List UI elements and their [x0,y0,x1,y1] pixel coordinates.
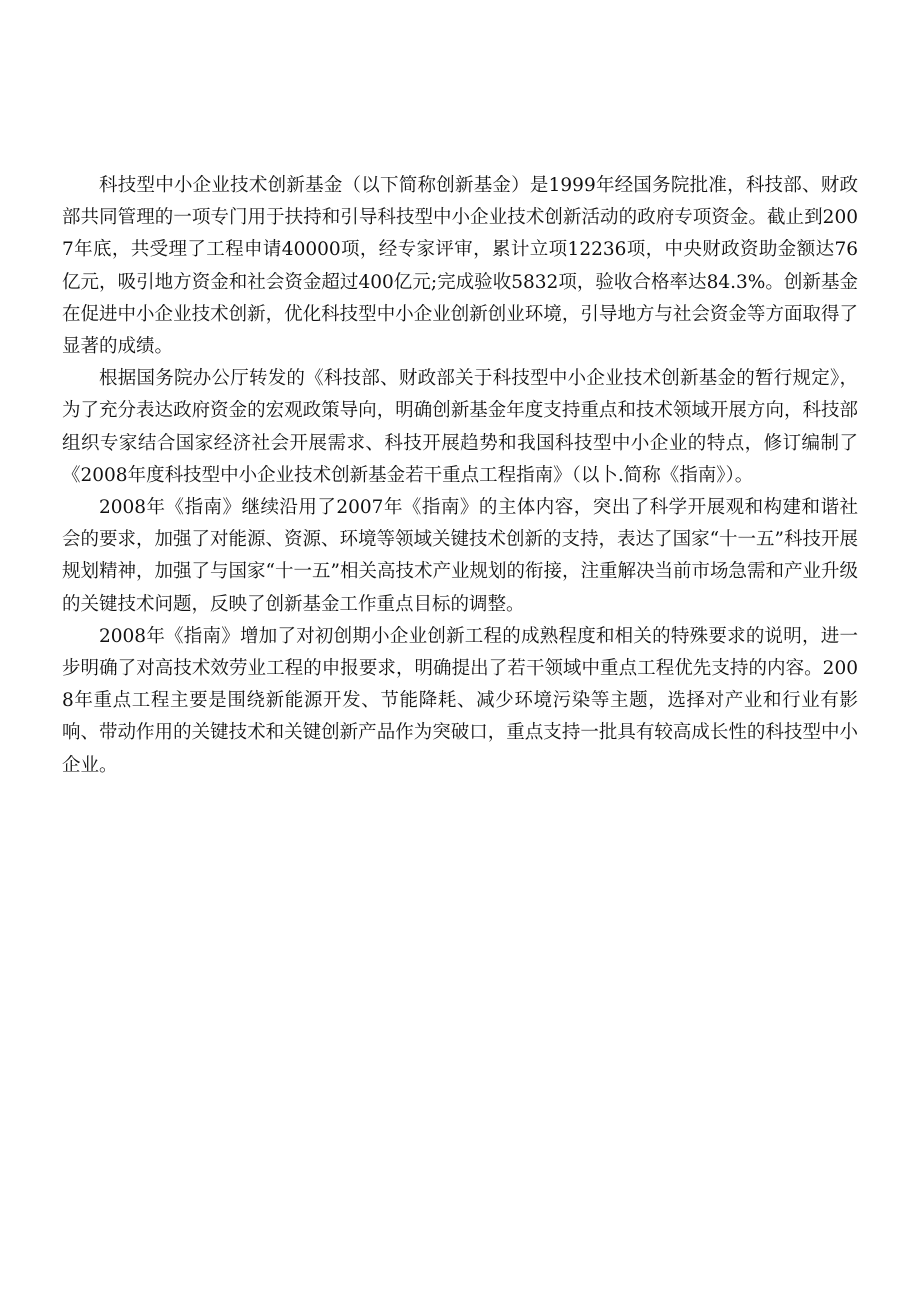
paragraph-2: 根据国务院办公厅转发的《科技部、财政部关于科技型中小企业技术创新基金的暂行规定》，为了充分表达政府资金的宏观政策导向，明确创新基金年度支持重点和技术领域开展方向，科技部组织专家结合国家经济社会开展需求、科技开展趋势和我国科技型中小企业的特点，修订编制了《2008年度科技型中小企业技术创新基金若干重点工程指南》（以卜.简称《指南》）。 [62,368,858,486]
paragraph-3: 2008年《指南》继续沿用了2007年《指南》的主体内容，突出了科学开展观和构建和谐社会的要求，加强了对能源、资源、环境等领域关键技术创新的支持，表达了国家“十一五”科技开展规划精神，加强了与国家“十一五”相关高技术产业规划的衔接，注重解决当前市场急需和产业升级的关键技术问题，反映了创新基金工作重点目标的调整。 [62,497,858,615]
paragraph-4: 2008年《指南》增加了对初创期小企业创新工程的成熟程度和相关的特殊要求的说明，进一步明确了对高技术效劳业工程的申报要求，明确提出了若干领域中重点工程优先支持的内容。2008年重点工程主要是围绕新能源开发、节能降耗、减少环境污染等主题，选择对产业和行业有影响、带动作用的关键技术和关键创新产品作为突破口，重点支持一批具有较高成长性的科技型中小企业。 [62,625,858,776]
document-body [62,170,858,782]
paragraph-1: 科技型中小企业技术创新基金（以下简称创新基金）是1999年经国务院批准，科技部、财政部共同管理的一项专门用于扶持和引导科技型中小企业技术创新活动的政府专项资金。截止到2007年底，共受理了工程申请40000项，经专家评审，累计立项12236项，中央财政资助金额达76亿元，吸引地方资金和社会资金超过400亿元;完成验收5832项，验收合格率达84.3%。创新基金在促进中小企业技术创新，优化科技型中小企业创新创业环境，引导地方与社会资金等方面取得了显著的成绩。 [62,175,858,358]
